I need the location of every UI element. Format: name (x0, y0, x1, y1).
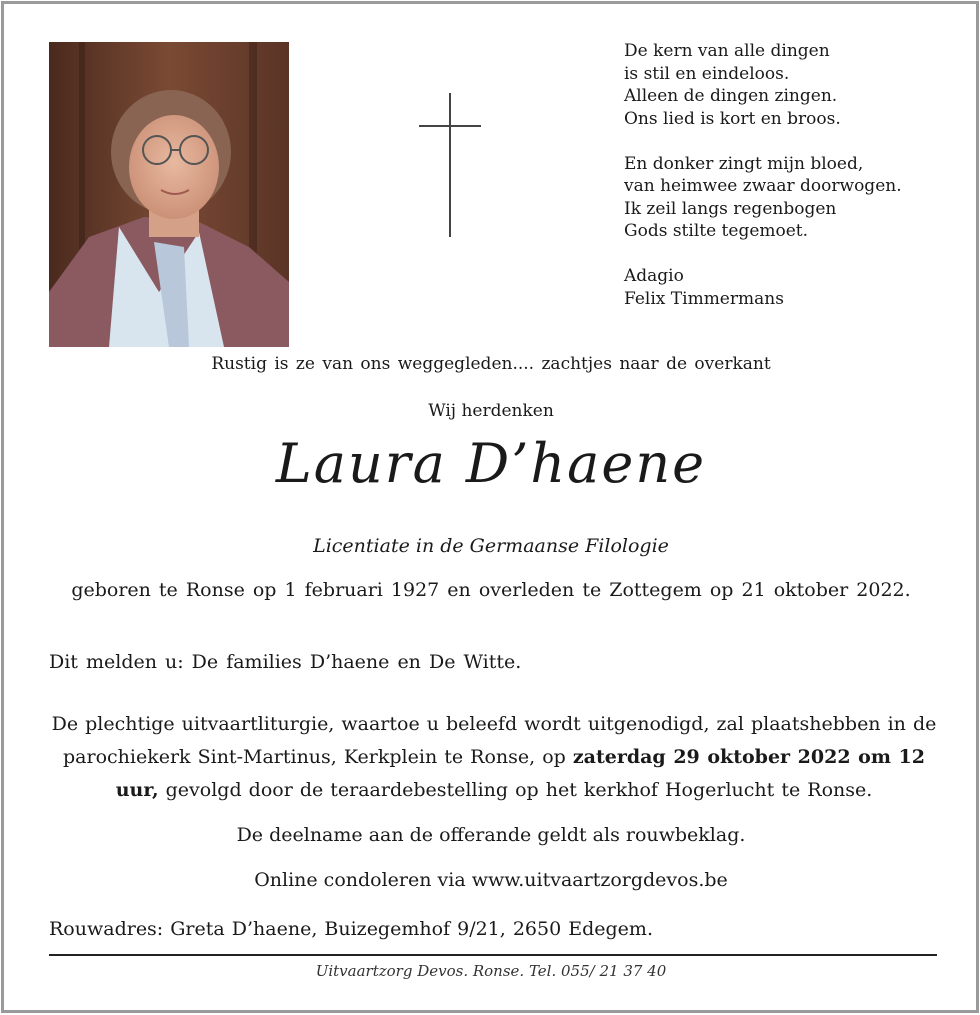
poem-line: En donker zingt mijn bloed, (624, 153, 864, 174)
portrait-photo (49, 42, 289, 347)
cross-icon (418, 93, 482, 237)
tagline: Rustig is ze van ons weggegleden.... zachtjes naar de overkant (211, 354, 771, 374)
divider (49, 954, 937, 956)
poem-title: Adagio (624, 266, 684, 286)
poem-author: Felix Timmermans (624, 288, 784, 309)
remember-heading: Wij herdenken (428, 401, 554, 421)
funeral-home-footer: Uitvaartzorg Devos. Ronse. Tel. 055/ 21 37 40 (315, 962, 667, 980)
deceased-name: Laura D’haene (275, 432, 707, 495)
poem-line: Gods stilte tegemoet. (624, 221, 809, 241)
poem-line: Ons lied is kort en broos. (624, 108, 841, 129)
poem-line: van heimwee zwaar doorwogen. (624, 176, 902, 196)
poem-line: Alleen de dingen zingen. (624, 86, 838, 106)
degree: Licentiate in de Germaanse Filologie (313, 535, 669, 557)
mourning-address: Rouwadres: Greta D’haene, Buizegemhof 9/21, 2650 Edegem. (49, 918, 653, 940)
online-condolence: Online condoleren via www.uitvaartzorgdevos.be (254, 869, 728, 891)
birth-death-dates: geboren te Ronse op 1 februari 1927 en overleden te Zottegem op 21 oktober 2022. (71, 579, 911, 601)
service-text-2: gevolgd door de teraardebestelling op het kerkhof Hogerlucht te Ronse. (165, 779, 873, 801)
obituary-card (1, 1, 979, 1013)
offering-note: De deelname aan de offerande geldt als rouwbeklag. (236, 824, 746, 846)
funeral-service (44, 708, 944, 807)
poem (624, 40, 954, 310)
poem-line: Ik zeil langs regenbogen (624, 198, 837, 219)
poem-line: is stil en eindeloos. (624, 63, 790, 84)
poem-line: De kern van alle dingen (624, 41, 830, 61)
service-date: zaterdag 29 oktober 2022 om 12 uur, (115, 746, 925, 801)
announcement: Dit melden u: De families D’haene en De Witte. (49, 651, 522, 673)
service-text-1: De plechtige uitvaartliturgie, waartoe u beleefd wordt uitgenodigd, zal plaatshebben in de parochiekerk Sint-Martinus, Kerkplein te Ronse, op (51, 713, 937, 768)
